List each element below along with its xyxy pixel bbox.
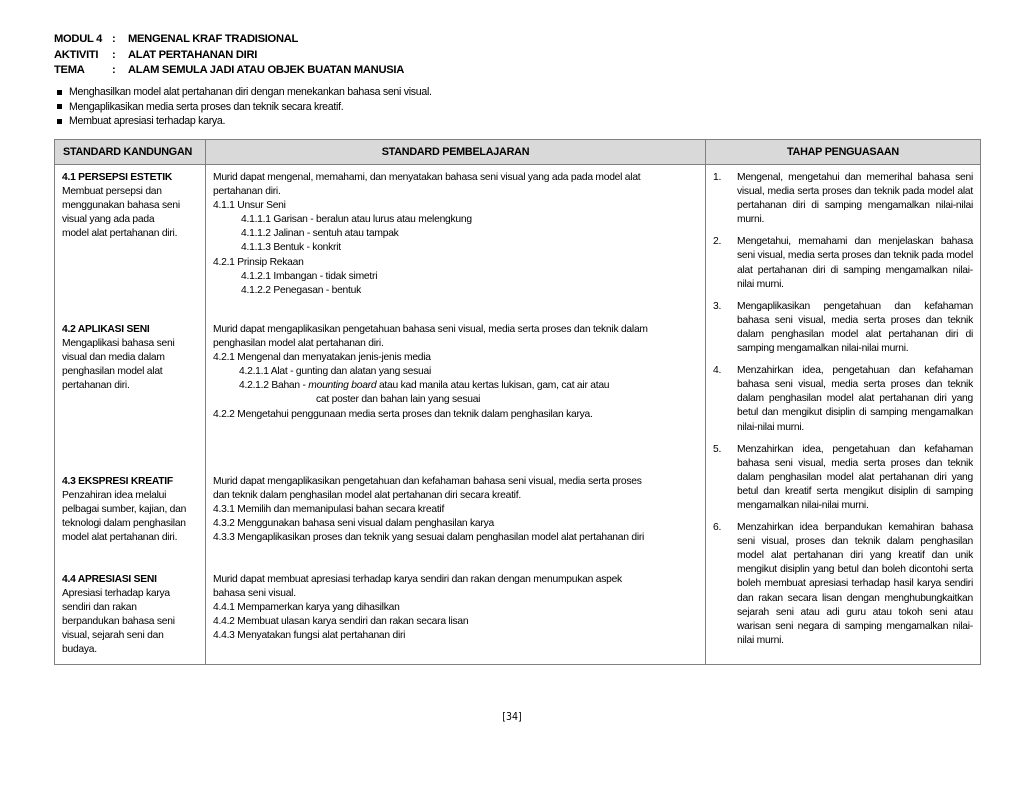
tahap-number: 2. — [713, 236, 722, 248]
kandungan-line: menggunakan bahasa seni — [62, 200, 180, 212]
square-bullet-icon — [57, 119, 62, 124]
header-colon: : — [112, 64, 116, 76]
kandungan-line: berpandukan bahasa seni — [62, 616, 175, 628]
kandungan-section-4-2 — [62, 323, 198, 475]
header-row-aktiviti — [54, 48, 404, 64]
tahap-text: Menzahirkan idea berpandukan kemahiran bahasa seni visual, proses dan teknik dalam penghasilan model alat pertahanan diri yang kreatif dan unik mengikut disiplin yang betul dan boleh dicontohi serta boleh membuat apresiasi terhadap hasil karya sendiri dan rakan secara lisan dengan menghubungkaitkan sejarah seni atau adi guru atau tokoh seni atau warisan seni negara di samping mengamalkan nilai-nilai murni. — [737, 522, 973, 646]
header-tahap-penguasaan: TAHAP PENGUASAAN — [706, 140, 981, 165]
kandungan-title: 4.4 APRESIASI SENI — [62, 574, 157, 585]
page-number: [34] — [502, 711, 522, 723]
pembelajaran-section-4-3 — [213, 475, 698, 573]
kandungan-line: Mengaplikasi bahasa seni — [62, 338, 175, 350]
tahap-item — [713, 171, 973, 227]
header-colon: : — [112, 48, 116, 61]
tahap-item — [713, 364, 973, 434]
pembelajaran-section-4-4 — [213, 573, 698, 643]
kandungan-line: teknologi dalam penghasilan — [62, 518, 186, 530]
standard-kandungan-cell — [55, 165, 206, 665]
kandungan-line: model alat pertahanan diri. — [62, 228, 178, 240]
bahan-continued: atau kad manila atau kertas lukisan, gam, cat air atau — [376, 380, 610, 392]
tahap-text: Mengetahui, memahami dan menjelaskan bahasa seni visual, media serta proses dan teknik pada model alat pertahanan diri di samping mengamalkan nilai-nilai murni. — [737, 236, 973, 290]
pembelajaran-line: 4.2.1 Prinsip Rekaan — [213, 256, 304, 268]
module-header — [54, 32, 404, 79]
pembelajaran-subline: 4.1.2.1 Imbangan - tidak simetri — [241, 270, 378, 282]
tahap-text: Mengenal, mengetahui dan memerihal bahasa seni visual, media serta proses dan teknik pada model alat pertahanan diri di samping mengamalkan nilai-nilai murni. — [737, 172, 973, 226]
square-bullet-icon — [57, 104, 62, 109]
pembelajaran-subline: 4.2.1.1 Alat - gunting dan alatan yang sesuai — [239, 366, 431, 378]
table-row — [55, 165, 981, 665]
pembelajaran-line: 4.2.2 Mengetahui penggunaan media serta proses dan teknik dalam penghasilan karya. — [213, 408, 593, 420]
pembelajaran-subline: 4.1.2.2 Penegasan - bentuk — [241, 284, 362, 296]
pembelajaran-subline: 4.1.1.2 Jalinan - sentuh atau tampak — [241, 228, 399, 240]
pembelajaran-line: pertahanan diri. — [213, 186, 281, 198]
header-value: MENGENAL KRAF TRADISIONAL — [128, 33, 299, 45]
pembelajaran-line: 4.2.1 Mengenal dan menyatakan jenis-jenis media — [213, 352, 431, 364]
header-row-tema — [54, 63, 404, 79]
objective-text: Mengaplikasikan media serta proses dan teknik secara kreatif. — [69, 100, 344, 113]
header-key: AKTIVITI — [54, 48, 99, 61]
kandungan-title: 4.2 APLIKASI SENI — [62, 324, 150, 335]
pembelajaran-line: Murid dapat mengaplikasikan pengetahuan bahasa seni visual, media serta proses dan teknik dalam — [213, 324, 648, 335]
kandungan-line: Apresiasi terhadap karya — [62, 588, 170, 600]
objectives-list — [54, 85, 432, 129]
curriculum-table — [54, 139, 981, 665]
tahap-text: Menzahirkan idea, pengetahuan dan kefahaman bahasa seni visual, media serta proses dan teknik dalam penghasilan model alat pertahanan diri yang betul dan kreatif serta mengikut disiplin di samping mengamalkan nilai-nilai murni. — [737, 443, 973, 511]
standard-pembelajaran-cell — [206, 165, 706, 665]
mounting-board-term: mounting board — [308, 380, 377, 392]
pembelajaran-line: Murid dapat membuat apresiasi terhadap karya sendiri dan rakan dengan menumpukan aspek — [213, 574, 622, 585]
tahap-number: 1. — [713, 172, 722, 183]
tahap-number: 5. — [713, 443, 722, 455]
pembelajaran-section-4-1 — [213, 171, 698, 323]
pembelajaran-line: 4.3.1 Memilih dan memanipulasi bahan secara kreatif — [213, 504, 445, 516]
tahap-item — [713, 300, 973, 356]
pembelajaran-line: 4.4.2 Membuat ulasan karya sendiri dan rakan secara lisan — [213, 616, 469, 628]
tahap-number: 3. — [713, 300, 722, 312]
kandungan-title: 4.3 EKSPRESI KREATIF — [62, 476, 173, 487]
header-standard-pembelajaran: STANDARD PEMBELAJARAN — [206, 140, 706, 165]
pembelajaran-line: penghasilan model alat pertahanan diri. — [213, 338, 384, 350]
pembelajaran-line: 4.3.3 Mengaplikasikan proses dan teknik yang sesuai dalam penghasilan model alat pertahanan diri — [213, 532, 645, 544]
pembelajaran-subline: 4.1.1.1 Garisan - beralun atau lurus atau melengkung — [241, 214, 472, 226]
tahap-item — [713, 443, 973, 513]
pembelajaran-subline — [213, 379, 698, 393]
pembelajaran-subline: cat poster dan bahan lain yang sesuai — [316, 394, 481, 406]
kandungan-section-4-4 — [62, 573, 198, 658]
kandungan-section-4-1 — [62, 171, 198, 323]
pembelajaran-line: dan teknik dalam penghasilan model alat pertahanan diri secara kreatif. — [213, 490, 521, 502]
bahan-label: 4.2.1.2 Bahan - — [239, 380, 309, 392]
kandungan-section-4-3 — [62, 475, 198, 573]
kandungan-line: budaya. — [62, 644, 97, 656]
square-bullet-icon — [57, 90, 62, 95]
objective-item — [54, 100, 432, 115]
header-value: ALAT PERTAHANAN DIRI — [128, 48, 258, 61]
kandungan-title: 4.1 PERSEPSI ESTETIK — [62, 172, 173, 183]
kandungan-line: model alat pertahanan diri. — [62, 532, 178, 544]
pembelajaran-line: bahasa seni visual. — [213, 588, 296, 600]
header-colon: : — [112, 33, 116, 45]
pembelajaran-line: 4.4.3 Menyatakan fungsi alat pertahanan diri — [213, 630, 406, 642]
header-value: ALAM SEMULA JADI ATAU OBJEK BUATAN MANUSIA — [128, 64, 404, 76]
tahap-text: Mengaplikasikan pengetahuan dan kefahaman bahasa seni visual, media serta proses dan teknik dalam penghasilan model alat pertahanan diri di samping mengamalkan nilai-nilai murni. — [737, 300, 973, 355]
pembelajaran-section-4-2 — [213, 323, 698, 475]
kandungan-line: Membuat persepsi dan — [62, 186, 162, 198]
objective-item — [54, 114, 432, 129]
pembelajaran-line: Murid dapat mengenal, memahami, dan menyatakan bahasa seni visual yang ada pada model alat — [213, 172, 641, 183]
kandungan-line: visual yang ada pada — [62, 214, 155, 226]
tahap-text: Menzahirkan idea, pengetahuan dan kefahaman bahasa seni visual, media serta proses dan teknik dalam penghasilan model alat pertahanan diri yang betul dan mengikut disiplin di samping mengamalkan nilai-nilai murni. — [737, 365, 973, 433]
header-key: MODUL 4 — [54, 33, 103, 45]
objective-text: Menghasilkan model alat pertahanan diri dengan menekankan bahasa seni visual. — [69, 86, 432, 98]
pembelajaran-line: Murid dapat mengaplikasikan pengetahuan dan kefahaman bahasa seni visual, media serta proses — [213, 476, 642, 487]
table-header-row — [55, 140, 981, 165]
kandungan-line: pertahanan diri. — [62, 380, 130, 392]
pembelajaran-line: 4.4.1 Mempamerkan karya yang dihasilkan — [213, 602, 400, 614]
pembelajaran-line: 4.3.2 Menggunakan bahasa seni visual dalam penghasilan karya — [213, 518, 494, 530]
kandungan-line: pelbagai sumber, kajian, dan — [62, 504, 187, 516]
tahap-number: 6. — [713, 522, 722, 534]
header-row-modul — [54, 32, 404, 48]
kandungan-line: visual dan media dalam — [62, 352, 165, 364]
kandungan-line: Penzahiran idea melalui — [62, 490, 167, 502]
kandungan-line: visual, sejarah seni dan — [62, 630, 164, 642]
tahap-penguasaan-cell — [706, 165, 981, 665]
tahap-item — [713, 521, 973, 648]
pembelajaran-subline: 4.1.1.3 Bentuk - konkrit — [241, 242, 341, 254]
pembelajaran-line: 4.1.1 Unsur Seni — [213, 200, 286, 212]
tahap-number: 4. — [713, 365, 722, 377]
objective-text: Membuat apresiasi terhadap karya. — [69, 115, 226, 127]
objective-item — [54, 85, 432, 100]
header-key: TEMA — [54, 64, 85, 76]
tahap-list — [713, 171, 973, 648]
kandungan-line: sendiri dan rakan — [62, 602, 137, 614]
kandungan-line: penghasilan model alat — [62, 366, 163, 378]
tahap-item — [713, 235, 973, 291]
header-standard-kandungan: STANDARD KANDUNGAN — [55, 140, 206, 165]
